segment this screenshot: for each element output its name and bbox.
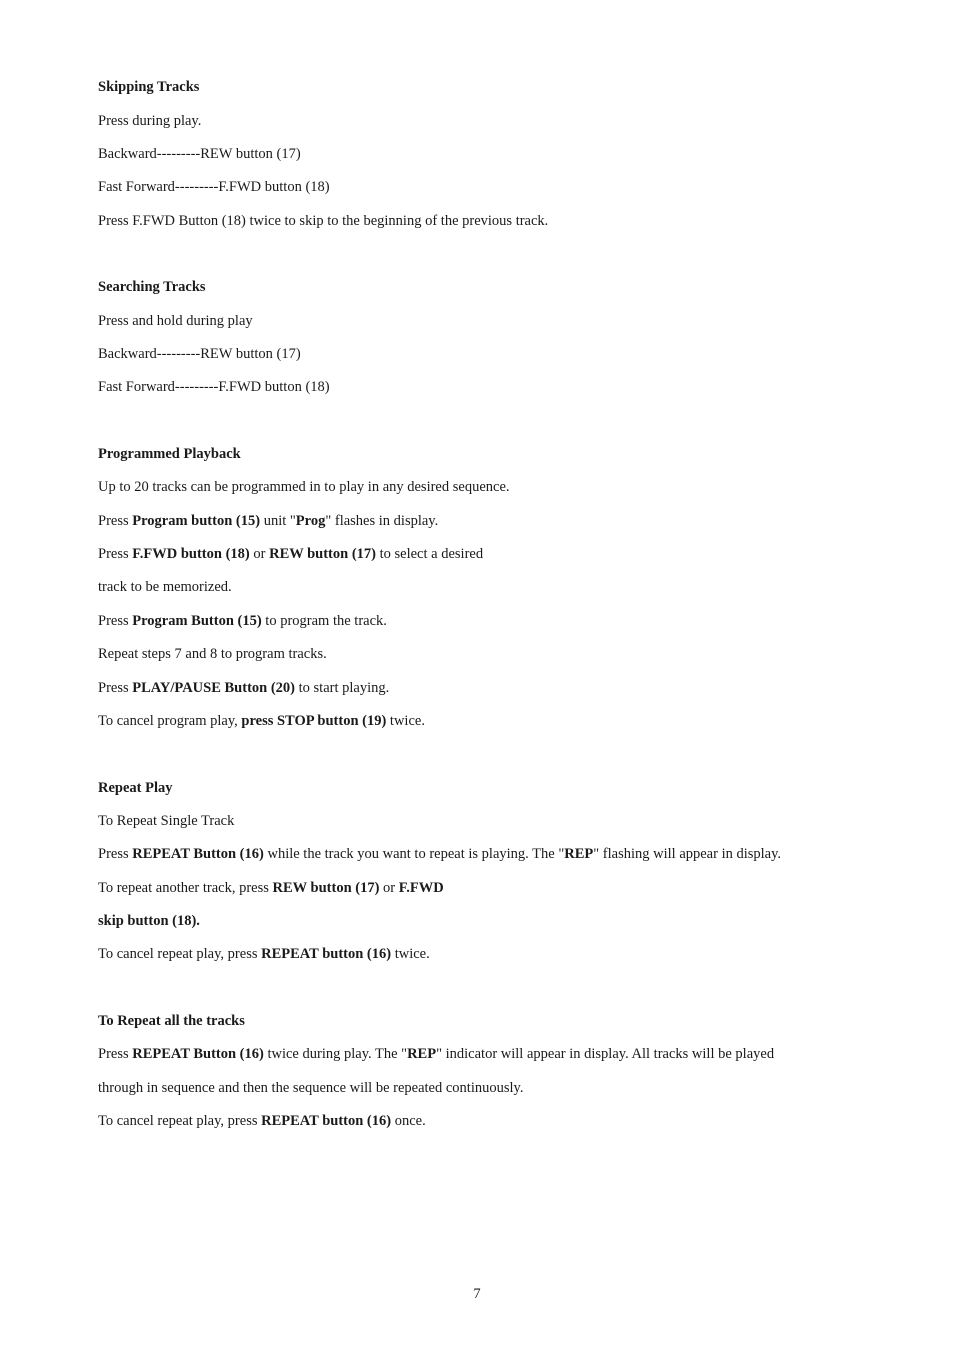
text-line [98,312,253,330]
text-segment: to select a desired [375,546,484,562]
text-segment: Press during play. [98,113,202,129]
text-segment: through in sequence and then the sequence will be repeated continuously. [98,1080,524,1096]
bold-text: Repeat Play [98,780,173,796]
text-segment: Fast Forward---------F.FWD button (18) [98,379,330,395]
text-line [98,679,389,697]
bold-text: press STOP button (19) [241,713,387,729]
bold-text: Programmed Playback [98,446,241,462]
text-segment: Press [98,546,133,562]
bold-text: F.FWD button (18) [132,546,250,562]
text-line [98,578,232,596]
bold-text: REP [564,846,594,862]
text-segment: Press [98,513,133,529]
text-line [98,212,548,230]
text-line [98,1079,523,1097]
text-segment: or [249,546,270,562]
text-segment: " flashing will appear in display. [593,846,782,862]
text-segment: Press F.FWD Button (18) twice to skip to the beginning of the previous track. [98,213,549,229]
text-segment: To cancel repeat play, press [98,946,262,962]
text-line [98,712,425,730]
bold-text: REW button (17) [272,880,380,896]
text-segment: To Repeat Single Track [98,813,235,829]
text-segment: twice. [391,946,430,962]
text-segment: " indicator will appear in display. All tracks will be played [436,1046,775,1062]
text-segment: To repeat another track, press [98,880,273,896]
text-line [98,345,301,363]
text-segment: to program the track. [261,613,387,629]
text-segment: Press [98,613,133,629]
text-line [98,178,330,196]
text-segment: twice during play. The " [263,1046,408,1062]
page-number: 7 [473,1286,481,1302]
text-line [98,512,438,530]
text-line [98,478,510,496]
text-segment: Repeat steps 7 and 8 to program tracks. [98,646,327,662]
text-segment: once. [391,1113,426,1129]
text-line [98,779,173,797]
text-line [98,145,301,163]
text-line [98,812,234,830]
text-line [98,378,330,396]
text-line [98,912,200,930]
text-line [98,78,199,96]
text-segment: Press and hold during play [98,313,253,329]
bold-text: REPEAT button (16) [261,1113,392,1129]
text-segment: " flashes in display. [325,513,439,529]
text-segment: Backward---------REW button (17) [98,146,301,162]
text-segment: To cancel repeat play, press [98,1113,262,1129]
text-segment: Up to 20 tracks can be programmed in to play in any desired sequence. [98,479,510,495]
text-segment: Press [98,1046,133,1062]
text-line [98,645,327,663]
text-segment: To cancel program play, [98,713,242,729]
text-segment: Press [98,846,133,862]
text-line [98,112,201,130]
text-line [98,945,430,963]
text-line [98,845,781,863]
bold-text: Searching Tracks [98,279,206,295]
bold-text: REPEAT Button (16) [132,1046,264,1062]
bold-text: Program Button (15) [132,613,262,629]
text-segment: Fast Forward---------F.FWD button (18) [98,179,330,195]
bold-text: Prog [295,513,326,529]
text-segment: Press [98,680,133,696]
text-line [98,612,387,630]
text-line [98,545,483,563]
text-segment: to start playing. [295,680,390,696]
bold-text: REPEAT button (16) [261,946,392,962]
text-segment: unit " [260,513,296,529]
text-line [98,278,206,296]
text-line [98,445,241,463]
bold-text: PLAY/PAUSE Button (20) [132,680,295,696]
text-line [98,1045,774,1063]
text-line [98,1012,245,1030]
bold-text: F.FWD [398,880,444,896]
bold-text: REPEAT Button (16) [132,846,264,862]
text-segment: or [379,880,399,896]
text-line [98,1112,426,1130]
text-segment: twice. [386,713,425,729]
bold-text: Skipping Tracks [98,79,200,95]
bold-text: skip button (18). [98,913,200,929]
text-segment: Backward---------REW button (17) [98,346,301,362]
bold-text: To Repeat all the tracks [98,1013,245,1029]
text-segment: track to be memorized. [98,579,232,595]
bold-text: Program button (15) [132,513,261,529]
bold-text: REW button (17) [269,546,376,562]
text-line [98,879,444,897]
text-segment: while the track you want to repeat is playing. The " [263,846,565,862]
bold-text: REP [407,1046,437,1062]
